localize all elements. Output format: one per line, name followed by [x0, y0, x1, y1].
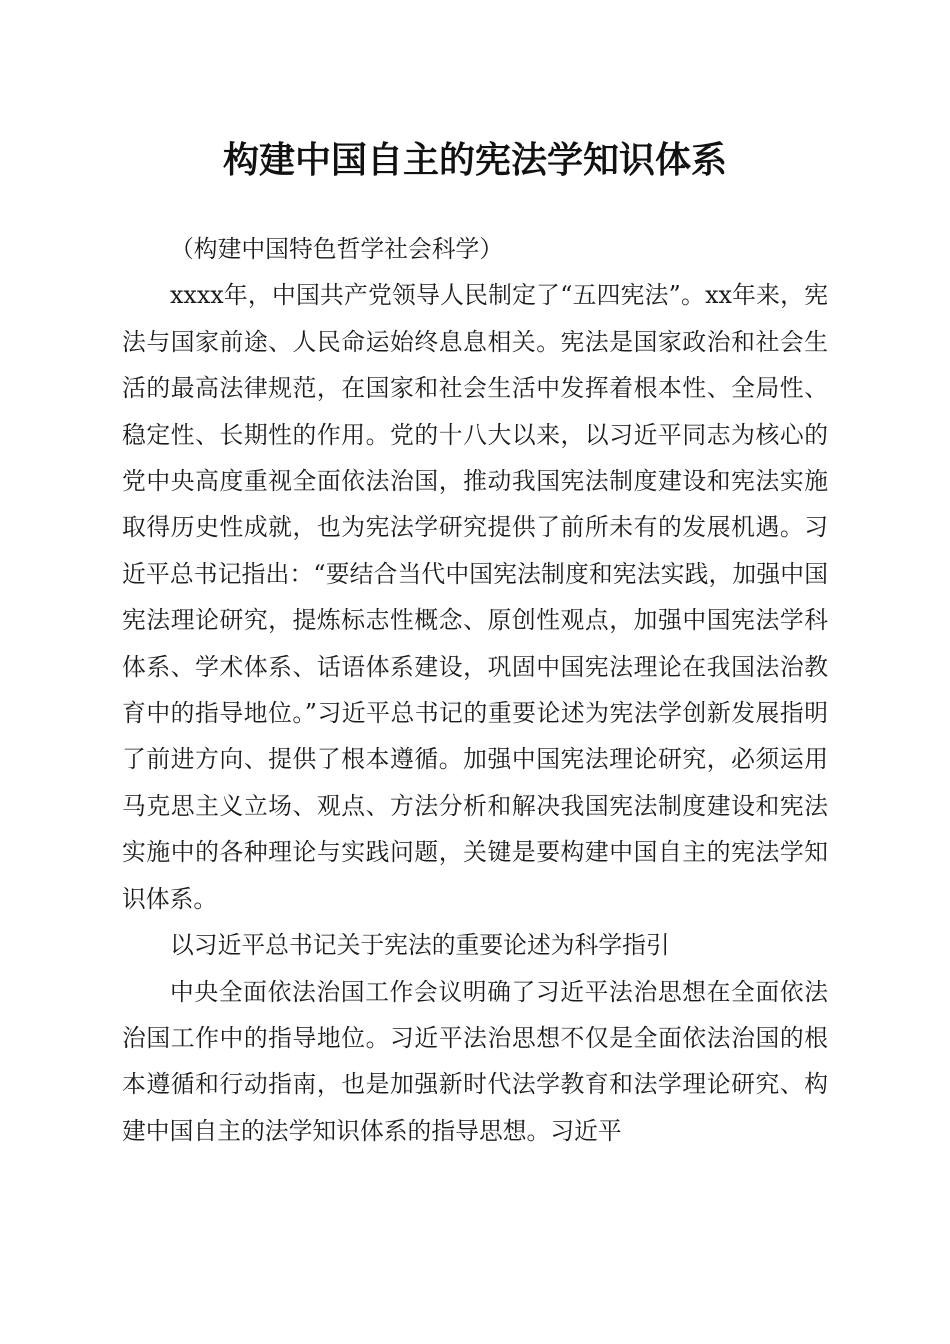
body-paragraph-intro: xxxx年，中国共产党领导人民制定了“五四宪法”。xx年来，宪法与国家前途、人民命运始终息息相关。宪法是国家政治和社会生活的最高法律规范，在国家和社会生活中发挥着根本性、全局性、稳定性、长期性的作用。党的十八大以来，以习近平同志为核心的党中央高度重视全面依法治国，推动我国宪法制度建设和宪法实施取得历史性成就，也为宪法学研究提供了前所未有的发展机遇。习近平总书记指出：“要结合当代中国宪法制度和宪法实践，加强中国宪法理论研究，提炼标志性概念、原创性观点，加强中国宪法学科体系、学术体系、话语体系建设，巩固中国宪法理论在我国法治教育中的指导地位。”习近平总书记的重要论述为宪法学创新发展指明了前进方向、提供了根本遵循。加强中国宪法理论研究，必须运用马克思主义立场、观点、方法分析和解决我国宪法制度建设和宪法实施中的各种理论与实践问题，关键是要构建中国自主的宪法学知识体系。: [122, 281, 828, 913]
body-paragraph-section: 中央全面依法治国工作会议明确了习近平法治思想在全面依法治国工作中的指导地位。习近平法治思想不仅是全面依法治国的根本遵循和行动指南，也是加强新时代法学教育和法学理论研究、构建中国自主的法学知识体系的指导思想。习近平: [122, 977, 828, 1145]
document-title: 构建中国自主的宪法学知识体系: [222, 139, 727, 181]
document-body: [122, 226, 828, 1154]
subtitle-paragraph: （构建中国特色哲学社会科学）: [170, 235, 504, 263]
section-heading: 以习近平总书记关于宪法的重要论述为科学指引: [170, 931, 670, 960]
